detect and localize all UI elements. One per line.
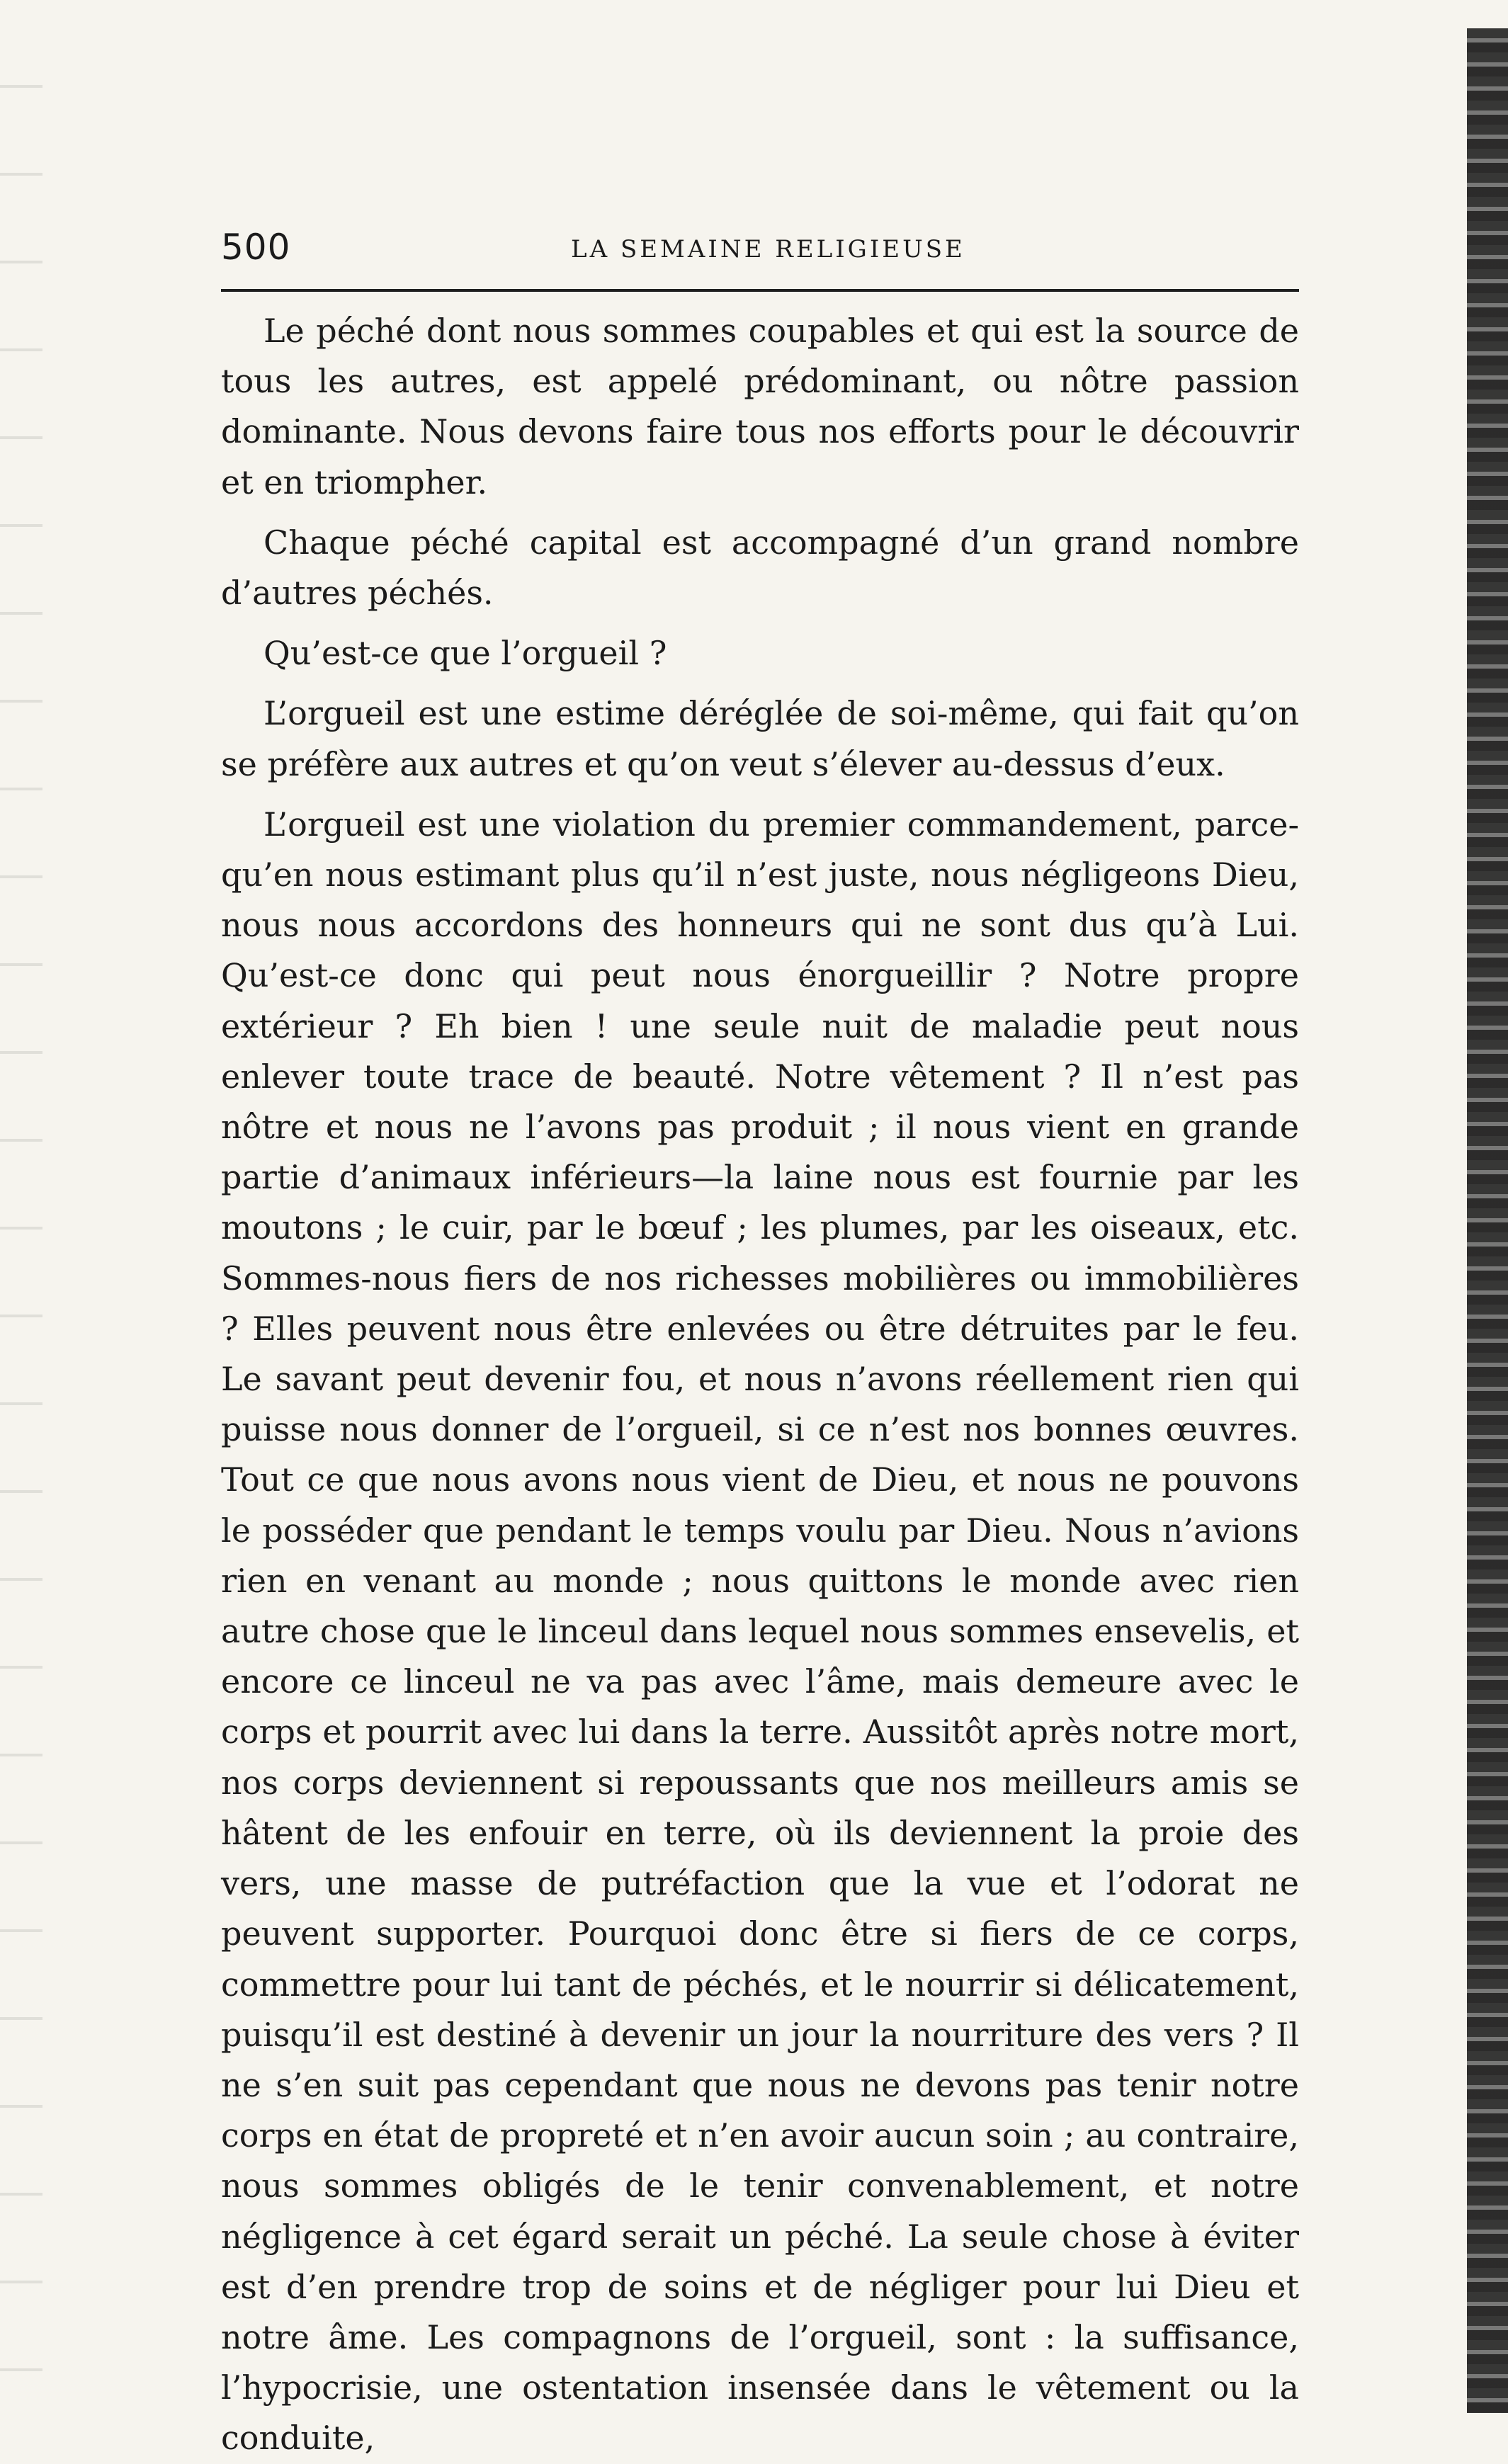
- header-rule: [221, 289, 1299, 292]
- page-number: 500: [221, 227, 291, 268]
- paragraph: L’orgueil est une violation du premier commandement, parce-qu’en nous estimant plus qu’il n’est juste, nous négligeons Dieu, nous nous accordons des honneurs qui ne sont dus qu’à Lui. Qu’est-ce donc qui peut nous énorgueillir ? Notre propre extérieur ? Eh bien ! une seule nuit de maladie peut nous enlever toute trace de beauté. Notre vêtement ? Il n’est pas nôtre et nous ne l’avons pas produit ; il nous vient en grande partie d’animaux inférieurs—la laine nous est fournie par les moutons ; le cuir, par le bœuf ; les plumes, par les oiseaux, etc. Sommes-nous fiers de nos richesses mobilières ou immobilières ? Elles peuvent nous être enlevées ou être détruites par le feu. Le savant peut devenir fou, et nous n’avons réellement rien qui puisse nous donner de l’orgueil, si ce n’est nos bonnes œuvres. Tout ce que nous avons nous vient de Dieu, et nous ne pouvons le posséder que pendant le temps voulu par Dieu. Nous n’avions rien en venant au monde ; nous quittons le monde avec rien autre chose que le linceul dans lequel nous sommes ensevelis, et encore ce linceul ne va pas avec l’âme, mais demeure avec le corps et pourrit avec lui dans la terre. Aussitôt après notre mort, nos corps deviennent si repoussants que nos meilleurs amis se hâtent de les enfouir en terre, où ils deviennent la proie des vers, une masse de putréfaction que la vue et l’odorat ne peuvent supporter. Pourquoi donc être si fiers de ce corps, commettre pour lui tant de péchés, et le nourrir si délicatement, puisqu’il est destiné à devenir un jour la nourriture des vers ? Il ne s’en suit pas cependant que nous ne devons pas tenir notre corps en état de propreté et n’en avoir aucun soin ; au contraire, nous sommes obligés de le tenir convenablement, et notre négligence à cet égard serait un péché. La seule chose à éviter est d’en prendre trop de soins et de négliger pour lui Dieu et notre âme. Les compagnons de l’orgueil, sont : la suffisance, l’hypocrisie, une ostentation insensée dans le vêtement ou la conduite,: [221, 805, 1299, 2458]
- paragraph: Le péché dont nous sommes coupables et qui est la source de tous les autres, est appelé prédominant, ou nôtre passion dominante. Nous devons faire tous nos efforts pour le découvrir et en triompher.: [221, 312, 1299, 501]
- page-header: [221, 221, 1299, 273]
- scan-left-margin: [0, 0, 42, 2413]
- scan-binding-edge: [1467, 28, 1508, 2413]
- question-heading: Qu’est-ce que l’orgueil ?: [263, 634, 667, 673]
- paragraph: L’orgueil est une estime déréglée de soi-même, qui fait qu’on se préfère aux autres et qu’on veut s’élever au-dessus d’eux.: [221, 694, 1299, 783]
- paragraph: Chaque péché capital est accompagné d’un grand nombre d’autres péchés.: [221, 523, 1299, 613]
- body-text: [221, 306, 1299, 2458]
- running-head: LA SEMAINE RELIGIEUSE: [571, 235, 965, 263]
